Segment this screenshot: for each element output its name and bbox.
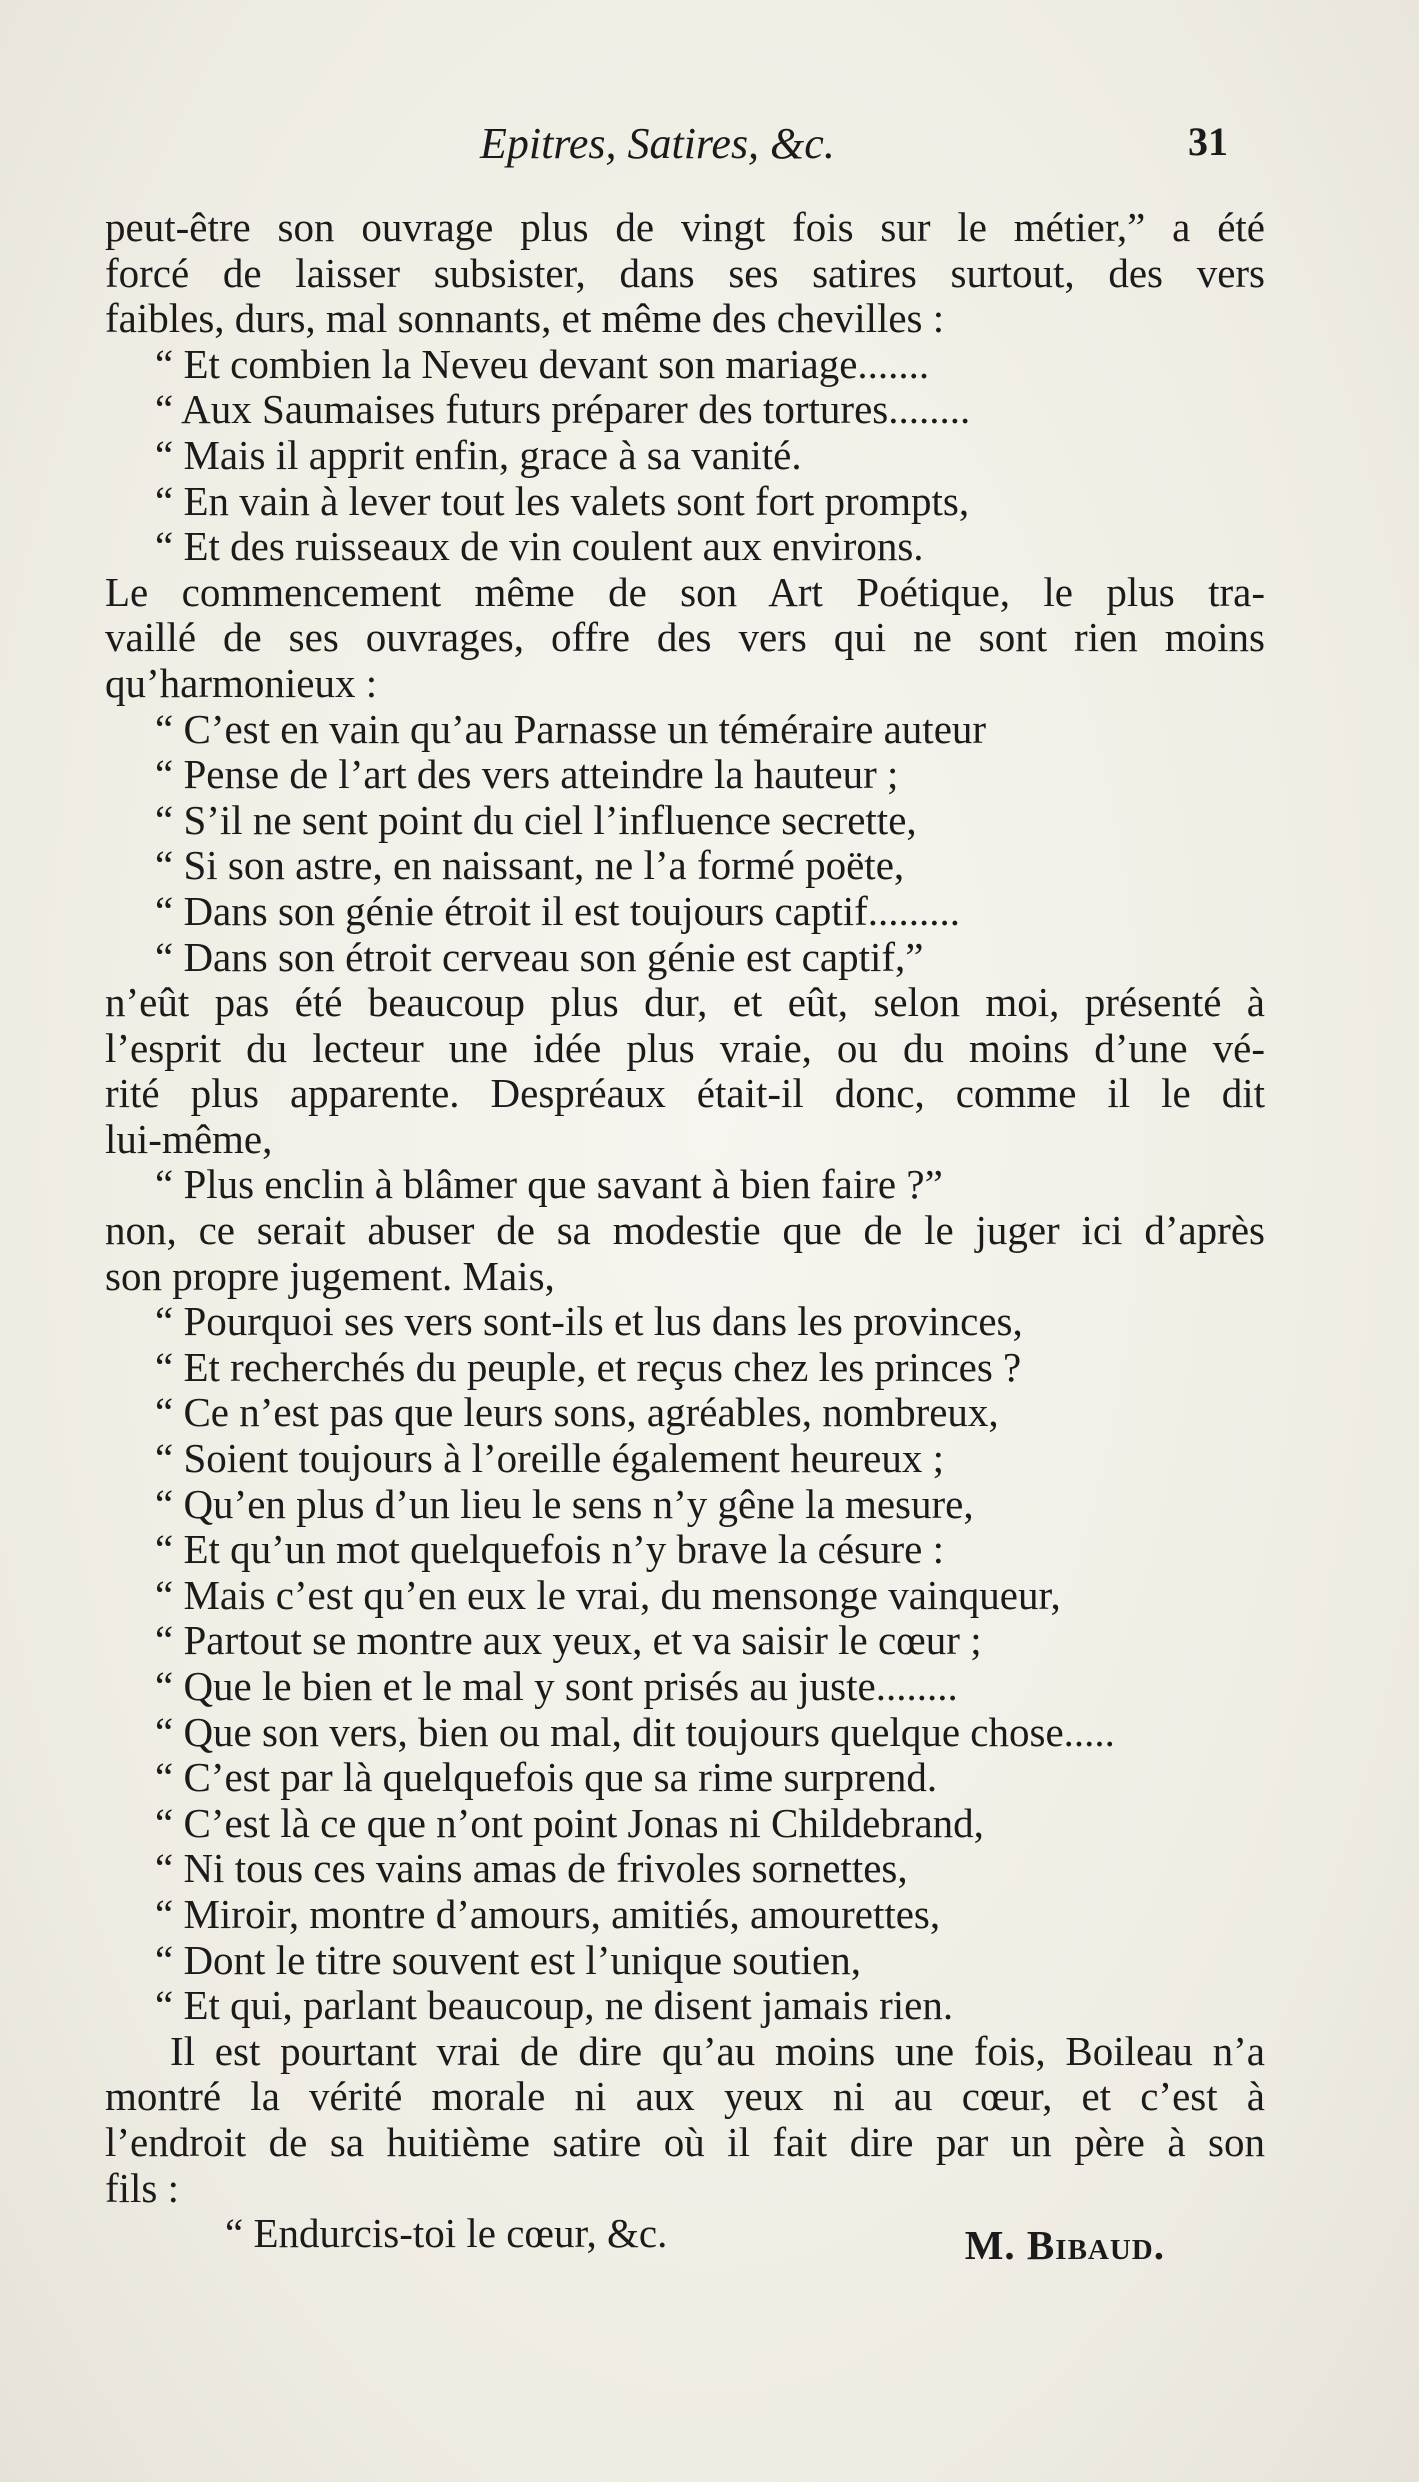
prose-line: fils : [105,2164,180,2211]
verse-line: “ Plus enclin à blâmer que savant à bien faire ?” [155,1161,943,1208]
verse-line: “ Et combien la Neveu devant son mariage....... [155,340,930,387]
verse-line: “ C’est là ce que n’ont point Jonas ni Childebrand, [155,1799,984,1846]
prose-line: forcé de laisser subsister, dans ses satires surtout, des vers [105,249,1265,296]
verse-line: “ Dans son étroit cerveau son génie est captif,” [155,933,924,980]
page-number: 31 [1188,119,1228,164]
verse-line: “ Dans son génie étroit il est toujours captif......... [155,887,961,934]
verse-line: “ Mais c’est qu’en eux le vrai, du mensonge vainqueur, [155,1571,1061,1618]
verse-line: “ Ni tous ces vains amas de frivoles sornettes, [155,1845,908,1892]
prose-line: vaillé de ses ouvrages, offre des vers qui ne sont rien moins [105,614,1265,661]
verse-line: “ Et des ruisseaux de vin coulent aux environs. [155,523,924,570]
verse-line: “ C’est en vain qu’au Parnasse un téméraire auteur [155,705,987,752]
verse-line: “ Ce n’est pas que leurs sons, agréables, nombreux, [155,1389,999,1436]
verse-line: “ Partout se montre aux yeux, et va saisir le cœur ; [155,1617,982,1664]
verse-line: “ Aux Saumaises futurs préparer des tortures........ [155,386,971,433]
verse-line: “ Dont le titre souvent est l’unique soutien, [155,1936,861,1983]
verse-line: “ Que le bien et le mal y sont prisés au juste........ [155,1663,958,1709]
verse-line: “ Qu’en plus d’un lieu le sens n’y gêne la mesure, [155,1480,974,1527]
verse-line: “ Soient toujours à l’oreille également heureux ; [155,1435,944,1482]
verse-line: “ S’il ne sent point du ciel l’influence secrette, [155,796,917,843]
page-header [0,118,1419,178]
verse-line: “ Endurcis-toi le cœur, &c. [225,2210,668,2257]
prose-line: qu’harmonieux : [105,659,378,706]
verse-line: “ C’est par là quelquefois que sa rime surprend. [155,1754,938,1801]
verse-line: “ Que son vers, bien ou mal, dit toujours quelque chose..... [155,1708,1115,1755]
prose-line: non, ce serait abuser de sa modestie que de le juger ici d’après [105,1207,1265,1254]
author-signature: M. Bibaud. [964,2221,1165,2268]
prose-line: l’esprit du lecteur une idée plus vraie, ou du moins d’une vé- [105,1024,1265,1071]
prose-line: faibles, durs, mal sonnants, et même des chevilles : [105,295,945,342]
prose-line: rité plus apparente. Despréaux était-il donc, comme il le dit [105,1070,1265,1117]
prose-line: son propre jugement. Mais, [105,1252,555,1299]
prose-line: montré la vérité morale ni aux yeux ni au cœur, et c’est à [105,2073,1265,2120]
prose-line: lui-même, [105,1115,273,1162]
prose-line: n’eût pas été beaucoup plus dur, et eût, selon moi, présenté à [105,979,1265,1026]
prose-line: Il est pourtant vrai de dire qu’au moins une fois, Boileau n’a [170,2027,1265,2074]
prose-line: l’endroit de sa huitième satire où il fait dire par un père à son [105,2118,1265,2165]
verse-line: “ Et qu’un mot quelquefois n’y brave la césure : [155,1526,944,1573]
verse-line: “ Et qui, parlant beaucoup, ne disent jamais rien. [155,1982,954,2029]
verse-line: “ Mais il apprit enfin, grace à sa vanité. [155,431,802,478]
prose-line: Le commencement même de son Art Poétique, le plus tra- [105,568,1265,615]
verse-line: “ Et recherchés du peuple, et reçus chez les princes ? [155,1343,1022,1390]
body-text [105,204,1265,2268]
verse-line: “ Si son astre, en naissant, ne l’a formé poëte, [155,842,905,889]
verse-line: “ Miroir, montre d’amours, amitiés, amourettes, [155,1890,941,1937]
verse-line: “ En vain à lever tout les valets sont fort prompts, [155,477,970,524]
verse-line: “ Pourquoi ses vers sont-ils et lus dans les provinces, [155,1298,1023,1345]
running-head: Epitres, Satires, &c. [480,119,835,168]
prose-line: peut-être son ouvrage plus de vingt fois sur le métier,” a été [105,204,1265,250]
verse-line: “ Pense de l’art des vers atteindre la hauteur ; [155,751,899,798]
